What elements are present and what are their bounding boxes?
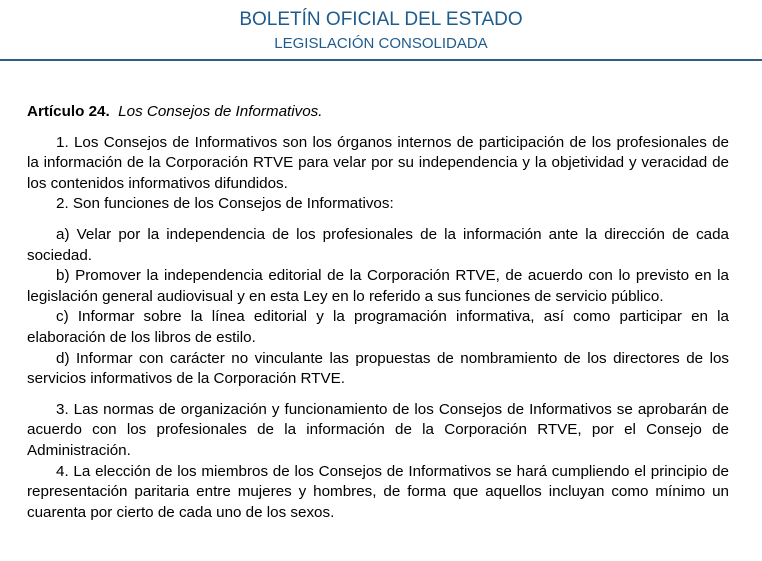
paragraph-2: 2. Son funciones de los Consejos de Informativos: xyxy=(56,195,394,213)
article-heading xyxy=(27,102,729,123)
article-title: Los Consejos de Informativos. xyxy=(118,103,323,120)
document-header xyxy=(0,0,762,62)
article-number: Artículo 24. xyxy=(27,103,110,120)
item-d: d) Informar con carácter no vinculante las propuestas de nombramiento de los directores de los servicios informativos de la Corporación RTVE. xyxy=(27,349,729,388)
item-b: b) Promover la independencia editorial de la Corporación RTVE, de acuerdo con lo previsto en la legislación general audiovisual y en esta Ley en lo referido a sus funciones de servicio público. xyxy=(27,267,729,305)
header-subtitle: LEGISLACIÓN CONSOLIDADA xyxy=(274,35,488,52)
header-divider xyxy=(0,59,762,61)
header-title: BOLETÍN OFICIAL DEL ESTADO xyxy=(239,9,523,30)
paragraph-3: 3. Las normas de organización y funcionamiento de los Consejos de Informativos se aprobarán de acuerdo con los profesionales de la información de la Corporación RTVE, por el Consejo de Administración. xyxy=(27,400,729,459)
article-body xyxy=(27,102,729,523)
paragraph-4: 4. La elección de los miembros de los Consejos de Informativos se hará cumpliendo el principio de representación paritaria entre mujeres y hombres, de forma que aquellos incluyan como mínimo un cuarenta por cierto de cada uno de los sexos. xyxy=(27,462,729,521)
item-c: c) Informar sobre la línea editorial y la programación informativa, así como participar en la elaboración de los libros de estilo. xyxy=(27,308,729,346)
item-a: a) Velar por la independencia de los profesionales de la información ante la dirección de cada sociedad. xyxy=(27,225,729,264)
paragraph-1: 1. Los Consejos de Informativos son los órganos internos de participación de los profesionales de la información de la Corporación RTVE para velar por su independencia y la objetividad y veracidad de los contenidos informativos difundidos. xyxy=(27,133,729,192)
